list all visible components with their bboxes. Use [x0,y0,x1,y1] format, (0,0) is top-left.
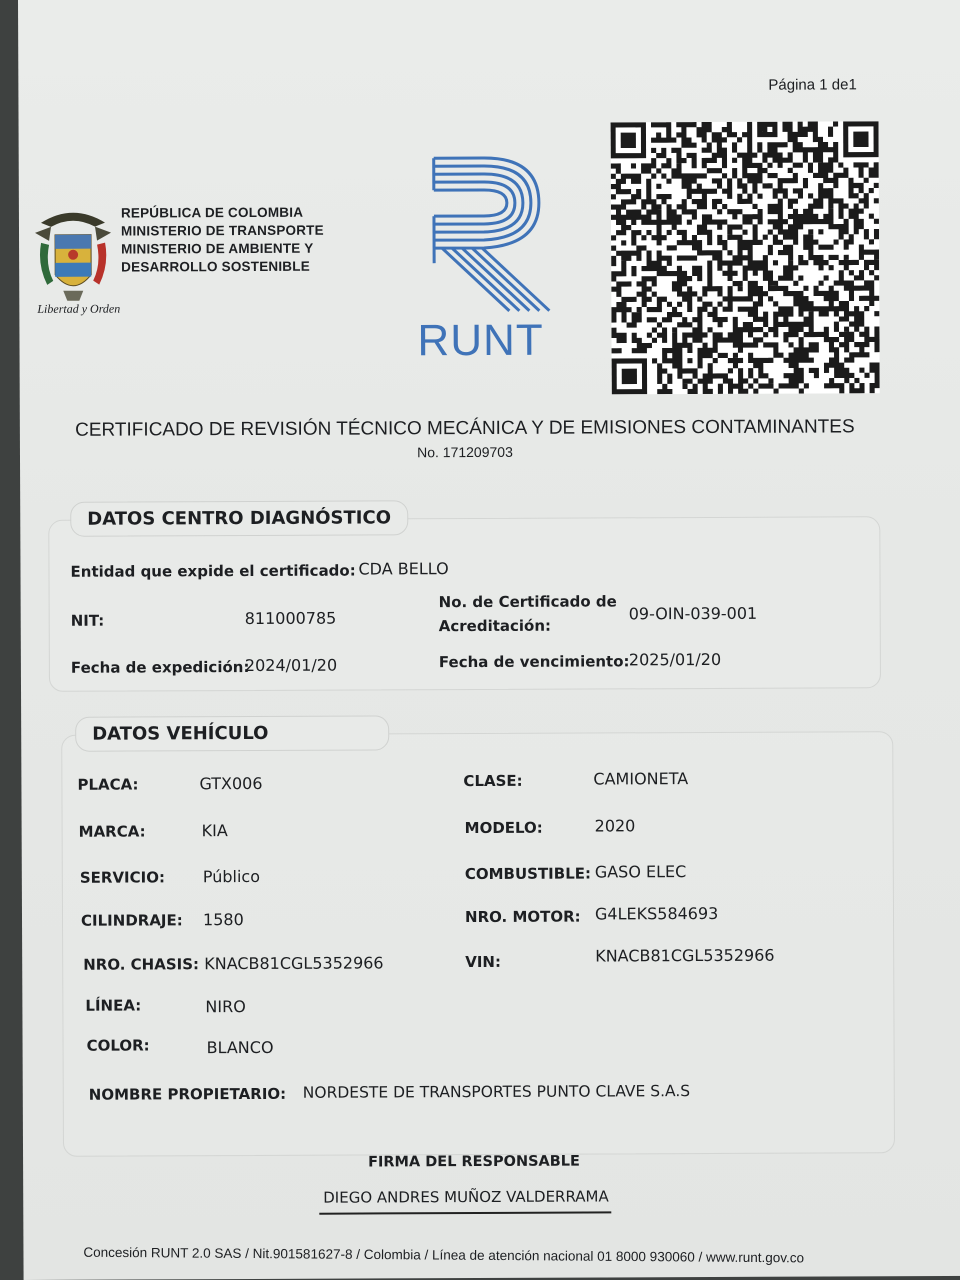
qr-code-icon [611,121,880,394]
page-indicator: Página 1 de1 [768,76,857,94]
expedicion-label: Fecha de expedición: [70,657,250,677]
ministry-line: REPÚBLICA DE COLOMBIA [120,204,304,221]
servicio-value: Público [202,866,261,887]
firma-label: FIRMA DEL RESPONSABLE [368,1153,580,1171]
combustible-label: COMBUSTIBLE: [464,864,592,884]
signature-line [319,1211,611,1214]
chasis-label: NRO. CHASIS: [83,955,200,974]
acreditacion-label-line1: No. de Certificado de [438,592,617,612]
modelo-label: MODELO: [464,818,543,838]
motor-value: G4LEKS584693 [594,903,719,924]
motor-label: NRO. MOTOR: [464,907,581,927]
modelo-value: 2020 [594,816,636,836]
propietario-label: NOMBRE PROPIETARIO: [88,1084,287,1104]
centro-heading: DATOS CENTRO DIAGNÓSTICO [70,500,408,536]
certificate-page [18,0,960,1280]
motto-text: Libertad y Orden [37,301,121,316]
entidad-label: Entidad que expide el certificado: [70,561,356,581]
ministry-line: MINISTERIO DE AMBIENTE Y [121,240,314,257]
acreditacion-label-line2: Acreditación: [438,616,552,636]
vin-value: KNACB81CGL5352966 [595,945,775,966]
cilindraje-label: CILINDRAJE: [80,911,183,930]
placa-label: PLACA: [77,775,139,794]
ministry-block [121,204,324,277]
acreditacion-value: 09-OIN-039-001 [628,603,758,624]
chasis-value: KNACB81CGL5352966 [204,953,384,974]
certificate-number: No. 171209703 [417,443,513,461]
linea-value: NIRO [205,997,246,1017]
color-value: BLANCO [206,1037,274,1058]
certificate-title: CERTIFICADO DE REVISIÓN TÉCNICO MECÁNICA Y DE EMISIONES CONTAMINANTES [75,416,855,441]
combustible-value: GASO ELEC [594,862,687,882]
cilindraje-value: 1580 [202,910,244,930]
footer-text: Concesión RUNT 2.0 SAS / Nit.901581627-8 / Colombia / Línea de atención nacional 01 8000 930060 / www.runt.gov.co [83,1244,805,1266]
vencimiento-label: Fecha de vencimiento: [438,652,630,672]
vencimiento-value: 2025/01/20 [628,649,722,670]
linea-label: LÍNEA: [85,996,142,1015]
ministry-line: DESARROLLO SOSTENIBLE [121,258,310,275]
servicio-label: SERVICIO: [79,868,166,887]
vin-label: VIN: [465,952,501,972]
nit-value: 811000785 [244,608,337,629]
firma-name: DIEGO ANDRES MUÑOZ VALDERRAMA [323,1187,609,1207]
expedicion-value: 2024/01/20 [244,655,338,676]
clase-value: CAMIONETA [593,769,689,789]
marca-value: KIA [201,821,228,841]
propietario-value: NORDESTE DE TRANSPORTES PUNTO CLAVE S.A.S [302,1082,691,1102]
clase-label: CLASE: [463,771,523,791]
nit-label: NIT: [70,611,105,630]
vehiculo-heading: DATOS VEHÍCULO [75,715,389,751]
ministry-line: MINISTERIO DE TRANSPORTE [120,222,324,239]
placa-value: GTX006 [199,773,263,794]
marca-label: MARCA: [78,822,146,841]
runt-logo-text: RUNT [417,315,544,366]
entidad-value: CDA BELLO [358,559,449,579]
color-label: COLOR: [86,1036,150,1055]
runt-logo-icon [424,153,560,314]
